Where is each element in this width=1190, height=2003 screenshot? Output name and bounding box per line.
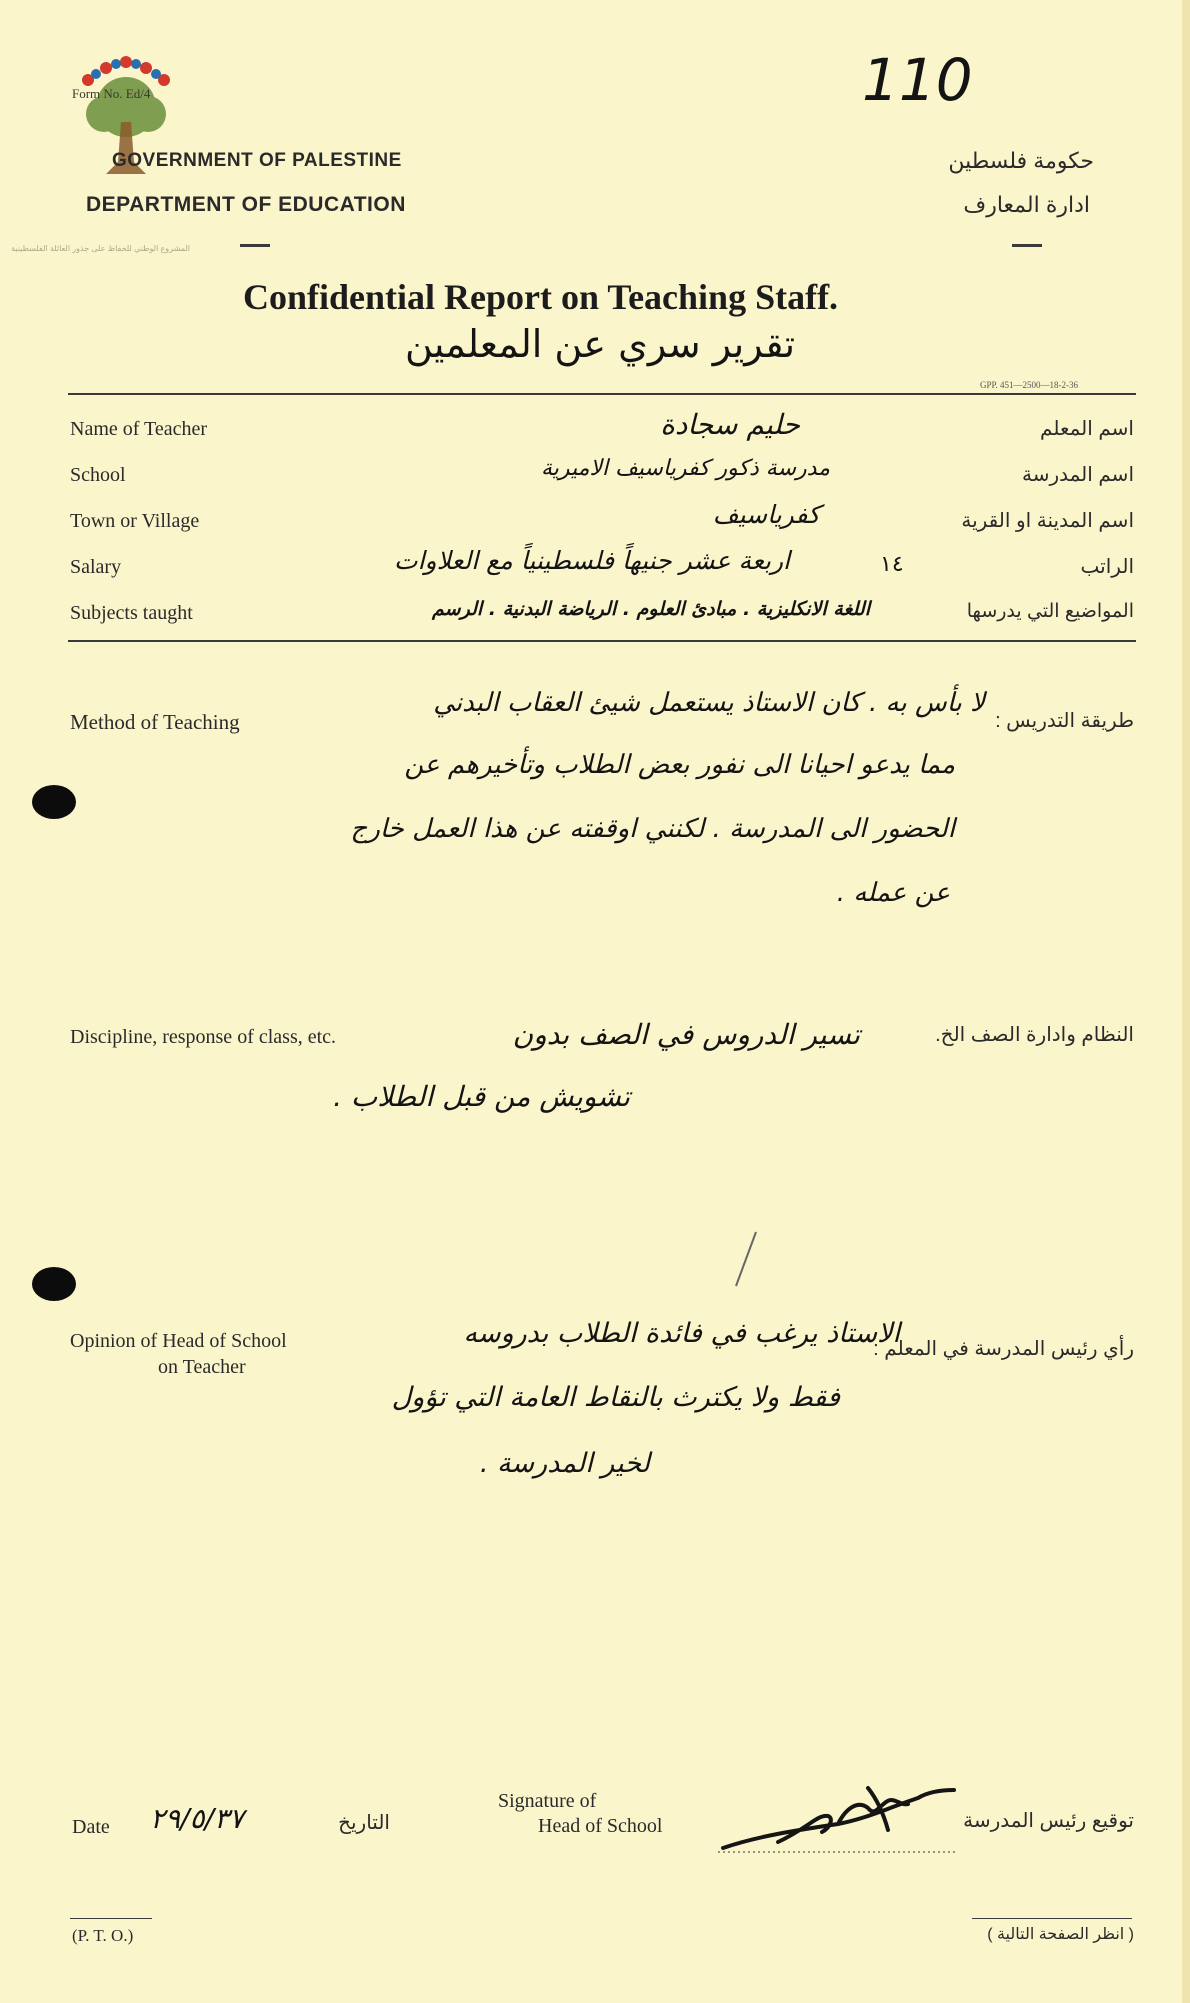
fields-rule [68,640,1136,642]
watermark-text: المشروع الوطني للحفاظ على جذور العائلة الفلسطينية [11,244,190,253]
signature-label-en-2: Head of School [538,1815,663,1837]
footer-rule-right [972,1918,1132,1919]
field-value-subjects: اللغة الانكليزية . مبادئ العلوم . الرياضة البدنية . الرسم [432,598,870,620]
pto-ar: ( انظر الصفحة التالية ) [987,1926,1134,1943]
opinion-line-3: لخير المدرسة . [479,1448,650,1479]
discipline-label-en: Discipline, response of class, etc. [70,1026,337,1048]
opinion-label-en-2: on Teacher [158,1356,246,1378]
print-code: GPP. 451—2500—18-2-36 [980,380,1079,390]
field-label-school-en: School [70,464,126,486]
signature-scribble [718,1778,958,1858]
report-title-ar: تقرير سري عن المعلمين [404,322,796,366]
discipline-line-1: تسير الدروس في الصف بدون [512,1018,860,1051]
field-value-town: كفرياسيف [712,500,820,529]
report-title-en: Confidential Report on Teaching Staff. [243,277,839,317]
field-label-town-ar: اسم المدينة او القرية [961,510,1134,532]
date-value: ٢٩/٥/٣٧ [150,1802,245,1835]
opinion-label-en-1: Opinion of Head of School [70,1330,287,1352]
government-ar: حكومة فلسطين [948,148,1094,173]
opinion-line-1: الاستاذ يرغب في فائدة الطلاب بدروسه [463,1318,900,1349]
field-label-school-ar: اسم المدرسة [1021,464,1134,486]
header-dash-left [240,244,270,247]
signature-label-en-1: Signature of [498,1790,597,1812]
footer-rule-left [70,1918,152,1919]
discipline-line-2: تشويش من قبل الطلاب . [333,1080,630,1113]
field-label-name-en: Name of Teacher [70,418,208,440]
pto-en: (P. T. O.) [72,1926,134,1945]
method-line-2: مما يدعو احيانا الى نفور بعض الطلاب وتأخيرهم عن [404,750,955,780]
field-value-school: مدرسة ذكور كفرياسيف الاميرية [541,456,830,481]
department-en: DEPARTMENT OF EDUCATION [86,193,406,216]
field-label-subjects-ar: المواضيع التي يدرسها [966,601,1134,622]
field-label-salary-en: Salary [70,556,122,578]
pencil-stroke [730,1230,760,1290]
method-line-3: الحضور الى المدرسة . لكنني اوقفته عن هذا العمل خارج [350,814,955,844]
field-label-name-ar: اسم المعلم [1040,418,1134,440]
method-line-4: عن عمله . [836,878,950,908]
header-dash-right [1012,244,1042,247]
method-line-1: لا بأس به . كان الاستاذ يستعمل شيئ العقاب البدني [433,688,985,718]
discipline-label-ar: النظام وادارة الصف الخ. [935,1024,1134,1046]
method-label-en: Method of Teaching [70,710,240,734]
punch-hole-lower [32,1267,76,1301]
page-number: 110 [862,46,973,114]
field-label-subjects-en: Subjects taught [70,602,193,624]
opinion-line-2: فقط ولا يكترث بالنقاط العامة التي تؤول [391,1382,840,1413]
method-label-ar: طريقة التدريس : [995,710,1134,732]
header-rule [68,393,1136,395]
field-value-name: حليم سجادة [660,408,800,441]
government-en: GOVERNMENT OF PALESTINE [112,150,402,171]
department-ar: ادارة المعارف [963,192,1090,217]
field-label-salary-ar: الراتب [1080,556,1134,578]
page-edge [1182,0,1190,2003]
field-value-salary-number: ١٤ [880,552,904,577]
date-label-en: Date [72,1816,110,1838]
punch-hole-upper [32,785,76,819]
signature-label-ar: توقيع رئيس المدرسة [963,1810,1134,1832]
opinion-label-ar: رأي رئيس المدرسة في المعلم : [873,1338,1134,1360]
form-code: Form No. Ed/4 [72,86,151,101]
date-label-ar: التاريخ [338,1812,390,1834]
field-value-salary: اربعة عشر جنيهاً فلسطينياً مع العلاوات [394,546,790,575]
field-label-town-en: Town or Village [70,510,200,532]
